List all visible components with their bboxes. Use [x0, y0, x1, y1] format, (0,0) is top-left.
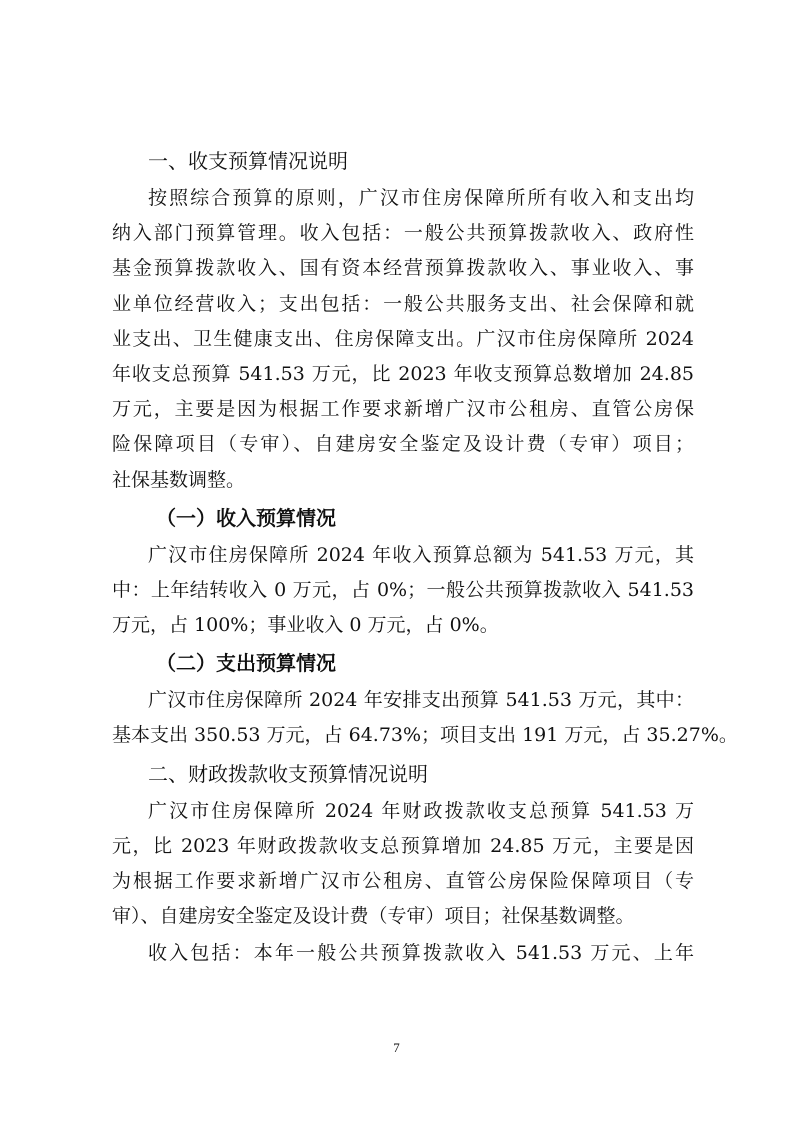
page-number: 7 [393, 1040, 400, 1055]
text-line: 广汉市住房保障所 2024 年收入预算总额为 541.53 万元，其 [148, 543, 694, 566]
page-content [112, 143, 738, 974]
text-line: 广汉市住房保障所 2024 年安排支出预算 541.53 万元，其中： [148, 689, 694, 712]
text-line: 基本支出 350.53 万元，占 64.73%；项目支出 191 万元，占 35.27%。 [112, 724, 738, 747]
text-line: 审）、自建房安全鉴定及设计费（专审）项目；社保基数调整。 [112, 905, 635, 928]
text-line: 按照综合预算的原则，广汉市住房保障所所有收入和支出均 [148, 187, 694, 209]
text-line: 元，比 2023 年财政拨款收支总预算增加 24.85 万元，主要是因 [112, 834, 694, 857]
text-line: 万元，占 100%；事业收入 0 万元，占 0%。 [112, 614, 499, 637]
paragraph-income-details [112, 936, 694, 971]
text-line: 社保基数调整。 [112, 468, 246, 491]
text-line: 纳入部门预算管理。收入包括：一般公共预算拨款收入、政府性 [112, 222, 694, 245]
text-line: 广汉市住房保障所 2024 年财政拨款收支总预算 541.53 万 [148, 799, 694, 822]
text-line: 业单位经营收入；支出包括：一般公共服务支出、社会保障和就 [112, 292, 694, 315]
subsection-heading-expenditure: （二）支出预算情况 [156, 651, 336, 676]
text-line: 万元，主要是因为根据工作要求新增广汉市公租房、直管公房保 [112, 398, 694, 421]
paragraph-expenditure-budget [112, 683, 738, 753]
text-line: 中：上年结转收入 0 万元，占 0%；一般公共预算拨款收入 541.53 [112, 578, 694, 601]
text-line: 为根据工作要求新增广汉市公租房、直管公房保险保障项目（专 [112, 870, 694, 892]
text-line: 业支出、卫生健康支出、住房保障支出。广汉市住房保障所 2024 [112, 327, 694, 350]
paragraph-income-budget [112, 538, 694, 644]
text-line: 基金预算拨款收入、国有资本经营预算拨款收入、事业收入、事 [112, 257, 694, 280]
section-heading-1: 一、收支预算情况说明 [148, 149, 348, 173]
text-line: 险保障项目（专审）、自建房安全鉴定及设计费（专审）项目； [112, 433, 694, 456]
subsection-heading-income: （一）收入预算情况 [156, 505, 336, 530]
paragraph-budget-overview [112, 181, 694, 498]
text-line: 年收支总预算 541.53 万元，比 2023 年收支预算总数增加 24.85 [112, 362, 694, 385]
paragraph-fiscal-allocation [112, 794, 694, 935]
section-heading-2: 二、财政拨款收支预算情况说明 [148, 761, 428, 786]
text-line: 收入包括：本年一般公共预算拨款收入 541.53 万元、上年 [148, 942, 694, 965]
